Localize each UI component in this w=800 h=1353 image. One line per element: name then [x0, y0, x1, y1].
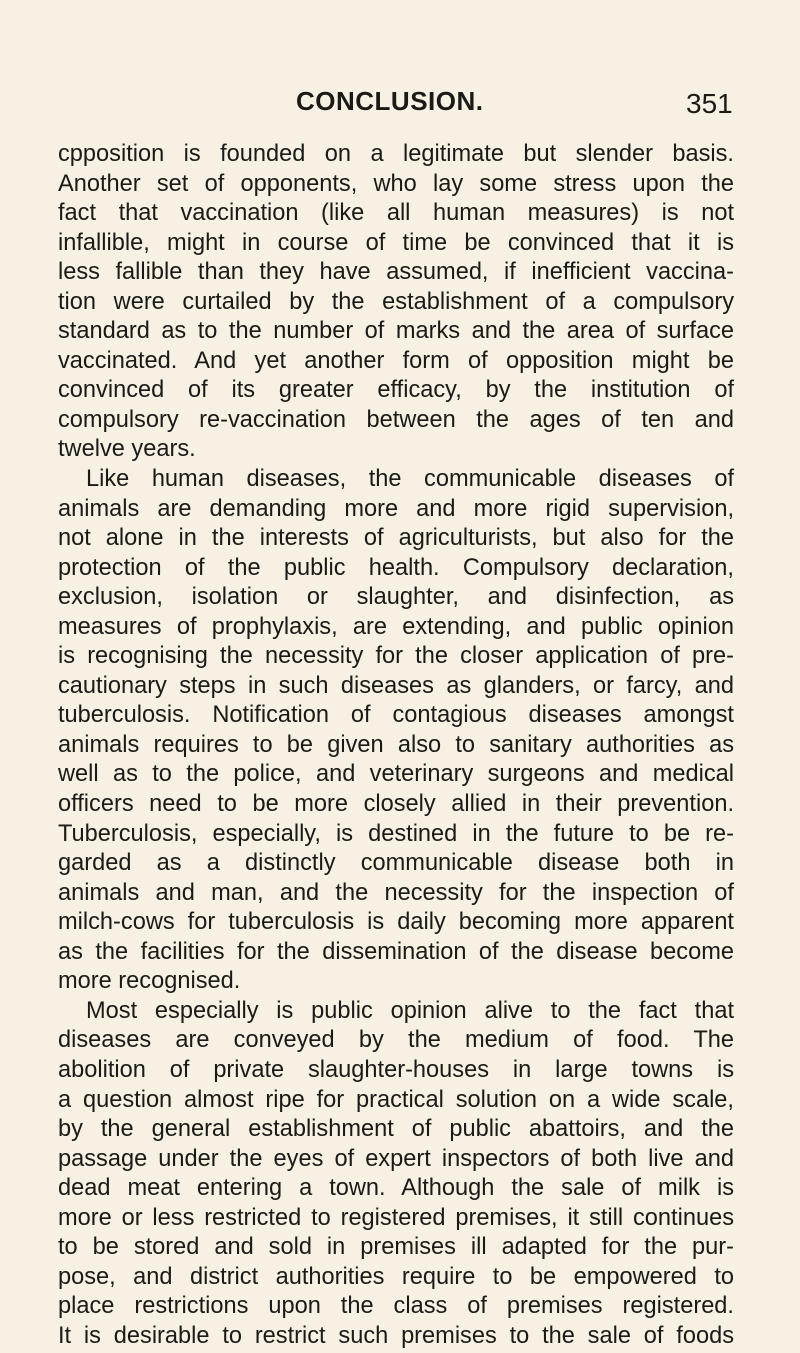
- text-line: standard as to the number of marks and the area of surface: [58, 318, 734, 345]
- text-line: pose, and district authorities require to be empowered to: [58, 1263, 734, 1290]
- text-line: officers need to be more closely allied in their prevention.: [58, 791, 734, 818]
- text-line: as the facilities for the dissemination of the disease become: [58, 938, 734, 965]
- text-line: milch-cows for tuberculosis is daily becoming more apparent: [58, 909, 734, 936]
- text-line: Like human diseases, the communicable diseases of: [86, 466, 734, 493]
- text-line: cautionary steps in such diseases as glanders, or farcy, and: [58, 672, 734, 699]
- text-line: Most especially is public opinion alive to the fact that: [86, 997, 734, 1024]
- page-number: 351: [686, 88, 733, 119]
- text-line: tion were curtailed by the establishment of a compulsory: [58, 288, 734, 315]
- text-line: infallible, might in course of time be convinced that it is: [58, 229, 734, 256]
- text-line: passage under the eyes of expert inspectors of both live and: [58, 1145, 734, 1172]
- text-line: protection of the public health. Compulsory declaration,: [58, 554, 734, 581]
- text-line: dead meat entering a town. Although the sale of milk is: [58, 1175, 734, 1202]
- text-line: Tuberculosis, especially, is destined in the future to be re-: [58, 820, 734, 847]
- text-line: not alone in the interests of agriculturists, but also for the: [58, 525, 734, 552]
- text-line: abolition of private slaughter-houses in large towns is: [58, 1056, 734, 1083]
- text-line: a question almost ripe for practical solution on a wide scale,: [58, 1086, 734, 1113]
- paragraph-2: [58, 465, 734, 997]
- text-line: fact that vaccination (like all human measures) is not: [58, 200, 734, 227]
- text-line: tuberculosis. Notification of contagious diseases amongst: [58, 702, 734, 729]
- text-line: animals and man, and the necessity for the inspection of: [58, 879, 734, 906]
- text-line: more or less restricted to registered premises, it still continues: [58, 1204, 734, 1231]
- text-line: exclusion, isolation or slaughter, and disinfection, as: [58, 584, 734, 611]
- text-line: less fallible than they have assumed, if inefficient vaccina-: [58, 259, 734, 286]
- text-line: by the general establishment of public abattoirs, and the: [58, 1116, 734, 1143]
- text-line: compulsory re-vaccination between the ages of ten and: [58, 406, 734, 433]
- text-line: place restrictions upon the class of premises registered.: [58, 1293, 734, 1320]
- text-line: to be stored and sold in premises ill adapted for the pur-: [58, 1234, 734, 1261]
- text-line: garded as a distinctly communicable disease both in: [58, 850, 734, 877]
- text-line: measures of prophylaxis, are extending, and public opinion: [58, 613, 734, 640]
- paragraph-1: [58, 140, 734, 465]
- text-line: is recognising the necessity for the closer application of pre-: [58, 643, 734, 670]
- running-head: [0, 86, 800, 126]
- chapter-title: CONCLUSION.: [296, 86, 484, 116]
- text-line: diseases are conveyed by the medium of food. The: [58, 1027, 734, 1054]
- text-line: well as to the police, and veterinary surgeons and medical: [58, 761, 734, 788]
- text-line: cpposition is founded on a legitimate but slender basis.: [58, 141, 734, 167]
- text-line: animals requires to be given also to sanitary authorities as: [58, 731, 734, 758]
- body-text: [58, 140, 734, 1351]
- text-line: vaccinated. And yet another form of opposition might be: [58, 347, 734, 374]
- text-line: convinced of its greater efficacy, by the institution of: [58, 377, 734, 404]
- text-line: animals are demanding more and more rigid supervision,: [58, 495, 734, 522]
- text-line: Another set of opponents, who lay some stress upon the: [58, 170, 734, 197]
- text-line: It is desirable to restrict such premises to the sale of foods: [58, 1322, 734, 1349]
- text-line: more recognised.: [58, 968, 241, 995]
- paragraph-3: [58, 997, 734, 1352]
- text-line: twelve years.: [58, 436, 196, 463]
